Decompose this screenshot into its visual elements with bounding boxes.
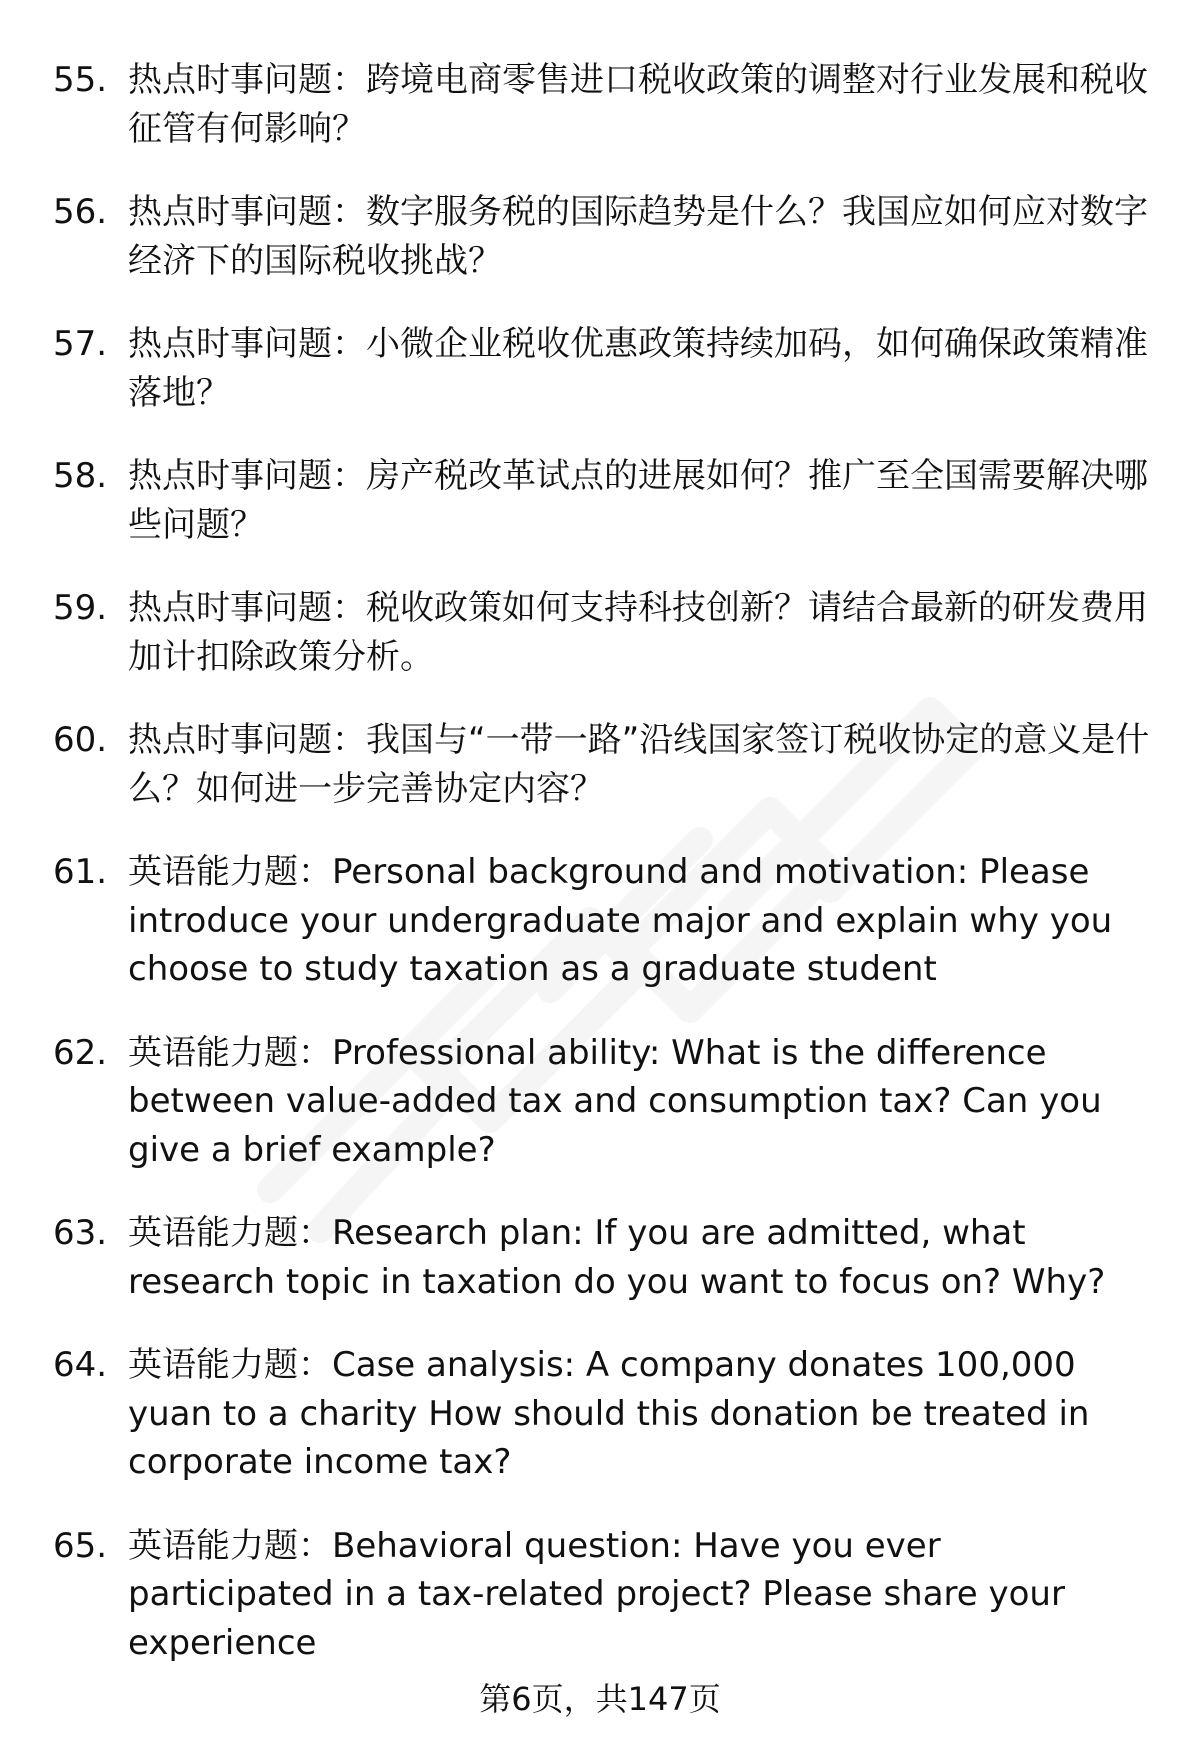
question-item xyxy=(0,320,1200,417)
question-text: 热点时事问题：房产税改革试点的进展如何？推广至全国需要解决哪些问题？ xyxy=(128,456,1148,545)
question-number: 56. xyxy=(53,192,108,232)
question-text: 英语能力题：Professional ability: What is the difference between value-added tax and consumption tax? Can you give a brief example? xyxy=(128,1032,1102,1170)
question-item xyxy=(0,1341,1200,1487)
question-number: 58. xyxy=(53,456,108,496)
question-number: 60. xyxy=(53,720,108,760)
question-item xyxy=(0,1522,1200,1668)
question-list xyxy=(0,56,1200,1702)
question-text: 英语能力题：Behavioral question: Have you ever participated in a tax-related project? Please share your experience xyxy=(128,1525,1065,1663)
question-text: 英语能力题：Case analysis: A company donates 100,000 yuan to a charity How should this donation be treated in corporate income tax? xyxy=(128,1345,1090,1482)
question-number: 64. xyxy=(53,1345,108,1385)
question-number: 57. xyxy=(53,324,108,364)
question-number: 65. xyxy=(53,1525,108,1566)
page-footer xyxy=(0,1677,1200,1721)
question-number: 55. xyxy=(53,60,108,100)
question-item xyxy=(0,56,1200,153)
page-number-label: 第6页，共147页 xyxy=(479,1680,721,1718)
question-text: 热点时事问题：小微企业税收优惠政策持续加码，如何确保政策精准落地？ xyxy=(128,324,1148,413)
question-item xyxy=(0,716,1200,813)
question-text: 英语能力题：Research plan: If you are admitted, what research topic in taxation do you want to focus on? Why? xyxy=(128,1213,1106,1302)
question-item xyxy=(0,188,1200,285)
question-number: 59. xyxy=(53,588,108,628)
question-number: 61. xyxy=(53,852,108,892)
question-text: 热点时事问题：跨境电商零售进口税收政策的调整对行业发展和税收征管有何影响？ xyxy=(128,60,1148,149)
question-item xyxy=(0,584,1200,681)
question-text: 热点时事问题：数字服务税的国际趋势是什么？我国应如何应对数字经济下的国际税收挑战？ xyxy=(128,192,1148,281)
question-item xyxy=(0,452,1200,549)
question-item xyxy=(0,1209,1200,1306)
question-text: 英语能力题：Personal background and motivation: Please introduce your undergraduate major and explain why you choose to study taxation as a graduate student xyxy=(128,852,1113,989)
question-text: 热点时事问题：我国与“一带一路”沿线国家签订税收协定的意义是什么？如何进一步完善协定内容？ xyxy=(128,720,1150,809)
question-number: 63. xyxy=(53,1213,108,1253)
question-number: 62. xyxy=(53,1032,108,1073)
question-item xyxy=(0,1029,1200,1175)
question-text: 热点时事问题：税收政策如何支持科技创新？请结合最新的研发费用加计扣除政策分析。 xyxy=(128,588,1148,677)
question-item xyxy=(0,848,1200,994)
